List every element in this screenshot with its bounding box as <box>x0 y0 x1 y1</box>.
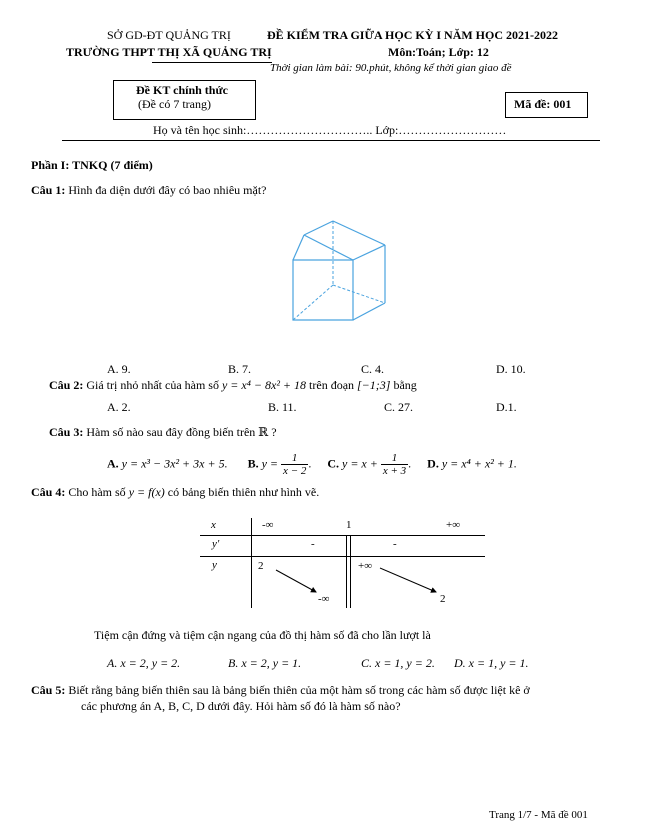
school-name: TRƯỜNG THPT THỊ XÃ QUẢNG TRỊ <box>66 45 272 59</box>
q3-option-a-label: A. <box>107 456 119 471</box>
polyhedron-figure <box>285 215 395 325</box>
q4-option-a: A. x = 2, y = 2. <box>107 656 181 670</box>
question-2-text-post: bằng <box>393 378 417 392</box>
school-underline <box>152 62 272 63</box>
table-line-2 <box>200 556 485 557</box>
q4-option-b: B. x = 2, y = 1. <box>228 656 302 670</box>
q2-option-a: A. 2. <box>107 400 131 414</box>
edge-top-left <box>293 235 304 260</box>
question-3-label: Câu 3: <box>49 425 84 439</box>
q1-option-d: D. 10. <box>496 362 526 376</box>
q1-option-b: B. 7. <box>228 362 252 376</box>
student-info-line: Họ và tên học sinh:………………………….. Lớp:……………………… <box>153 123 507 137</box>
exam-code-box <box>505 92 588 118</box>
exam-title: ĐỀ KIỂM TRA GIỮA HỌC KỲ I NĂM HỌC 2021-2022 <box>267 28 559 42</box>
decreasing-arrow-1 <box>276 570 316 592</box>
q3-option-d-label: D. <box>427 456 439 471</box>
q4-option-d: D. x = 1, y = 1. <box>454 656 529 670</box>
table-yprime-label: y' <box>212 538 220 550</box>
q3-option-c-fraction <box>381 452 408 477</box>
edge-top-right-back <box>333 221 385 245</box>
table-yprime-sign-2: - <box>393 538 397 550</box>
question-5 <box>31 683 530 698</box>
decreasing-arrow-2 <box>380 568 436 592</box>
question-2-label: Câu 2: <box>49 378 84 392</box>
edge-top-right <box>353 245 385 260</box>
edge-top-diagonal <box>304 235 353 260</box>
table-y-value-4: 2 <box>440 593 446 605</box>
hidden-edge-left <box>293 285 333 320</box>
page-footer: Trang 1/7 - Mã đề 001 <box>489 809 588 821</box>
q3-options-row: A. y = x³ − 3x² + 3x + 5. B. y = $\frac{1}{x - 2}$ . C. y = x + $\frac{1}{x + 3}$ . D. y = x⁴ + x² + 1. <box>107 452 517 477</box>
front-face <box>293 260 353 320</box>
question-2-text-mid: trên đoạn <box>309 378 355 392</box>
question-3-text: Hàm số nào sau đây đồng biến trên ℝ ? <box>86 425 277 439</box>
question-2-text-pre: Giá trị nhỏ nhất của hàm số <box>86 378 219 392</box>
q3-option-c-pre: y = x + <box>342 456 378 471</box>
table-y-value-1: 2 <box>258 560 264 572</box>
question-5-line-1: Biết rằng bảng biến thiên sau là bảng biến thiên của một hàm số trong các hàm số được liệt kê ở <box>68 683 530 697</box>
table-x-value-2: 1 <box>346 519 352 531</box>
q3-option-c-label: C. <box>327 456 339 471</box>
variation-arrows <box>270 562 450 602</box>
q3-option-c-denominator: x + 3 <box>382 465 407 477</box>
q2-option-c: C. 27. <box>384 400 414 414</box>
q3-option-b-denominator: x − 2 <box>283 465 307 477</box>
edge-bottom-right <box>353 303 385 320</box>
q2-option-d: D.1. <box>496 400 517 414</box>
table-y-label: y <box>212 559 217 571</box>
table-label-column-line <box>251 518 252 608</box>
q1-option-a: A. 9. <box>107 362 131 376</box>
q3-option-d-formula: y = x⁴ + x² + 1. <box>441 456 517 471</box>
department-name: SỞ GD-ĐT QUẢNG TRỊ <box>107 28 231 42</box>
table-y-value-2: -∞ <box>318 593 330 605</box>
time-note: Thời gian làm bài: 90.phút, không kể thời gian giao đề <box>270 62 512 74</box>
subject-grade: Môn:Toán; Lớp: 12 <box>388 45 489 59</box>
question-1-text: Hình đa diện dưới đây có bao nhiêu mặt? <box>68 183 267 197</box>
q3-option-b-fraction <box>281 452 308 477</box>
q3-option-c-numerator: 1 <box>381 452 408 465</box>
question-1 <box>31 183 266 198</box>
q1-option-c: C. 4. <box>361 362 385 376</box>
table-line-1 <box>200 535 485 536</box>
question-4-formula: y = f(x) <box>128 485 165 499</box>
hidden-edge-right <box>333 285 385 303</box>
question-4-text-post: có bảng biến thiên như hình vẽ. <box>167 485 320 499</box>
header-divider <box>62 140 600 141</box>
question-2 <box>49 378 417 393</box>
official-exam-box <box>113 80 256 120</box>
official-title: Đề KT chính thức <box>136 83 228 97</box>
question-4-label: Câu 4: <box>31 485 66 499</box>
table-x-value-1: -∞ <box>262 519 274 531</box>
table-x-value-3: +∞ <box>446 519 461 531</box>
question-2-formula: y = x⁴ − 8x² + 18 <box>221 378 307 392</box>
table-yprime-sign-1: - <box>311 538 315 550</box>
question-4-text-pre: Cho hàm số <box>68 485 126 499</box>
q3-option-b-pre: y = <box>261 456 279 471</box>
question-5-label: Câu 5: <box>31 683 66 697</box>
table-y-value-3: +∞ <box>358 560 373 572</box>
page-count: (Đề có 7 trang) <box>138 97 211 111</box>
edge-top-back <box>304 221 333 235</box>
question-3 <box>49 425 277 440</box>
exam-code: Mã đề: 001 <box>514 97 572 111</box>
q3-option-b-numerator: 1 <box>281 452 308 465</box>
q4-option-c: C. x = 1, y = 2. <box>361 656 435 670</box>
table-x-label: x <box>211 519 216 531</box>
part-title: Phần I: TNKQ (7 điểm) <box>31 158 153 172</box>
question-4-followup: Tiệm cận đứng và tiệm cận ngang của đồ thị hàm số đã cho lần lượt là <box>94 628 431 642</box>
question-5-line-2: các phương án A, B, C, D dưới đây. Hỏi hàm số đó là hàm số nào? <box>81 699 401 713</box>
question-2-interval: [−1;3] <box>357 378 391 392</box>
question-1-label: Câu 1: <box>31 183 66 197</box>
q2-option-b: B. 11. <box>268 400 297 414</box>
question-4 <box>31 485 319 500</box>
q3-option-a-formula: y = x³ − 3x² + 3x + 5. <box>121 456 228 471</box>
q3-option-b-label: B. <box>247 456 259 471</box>
